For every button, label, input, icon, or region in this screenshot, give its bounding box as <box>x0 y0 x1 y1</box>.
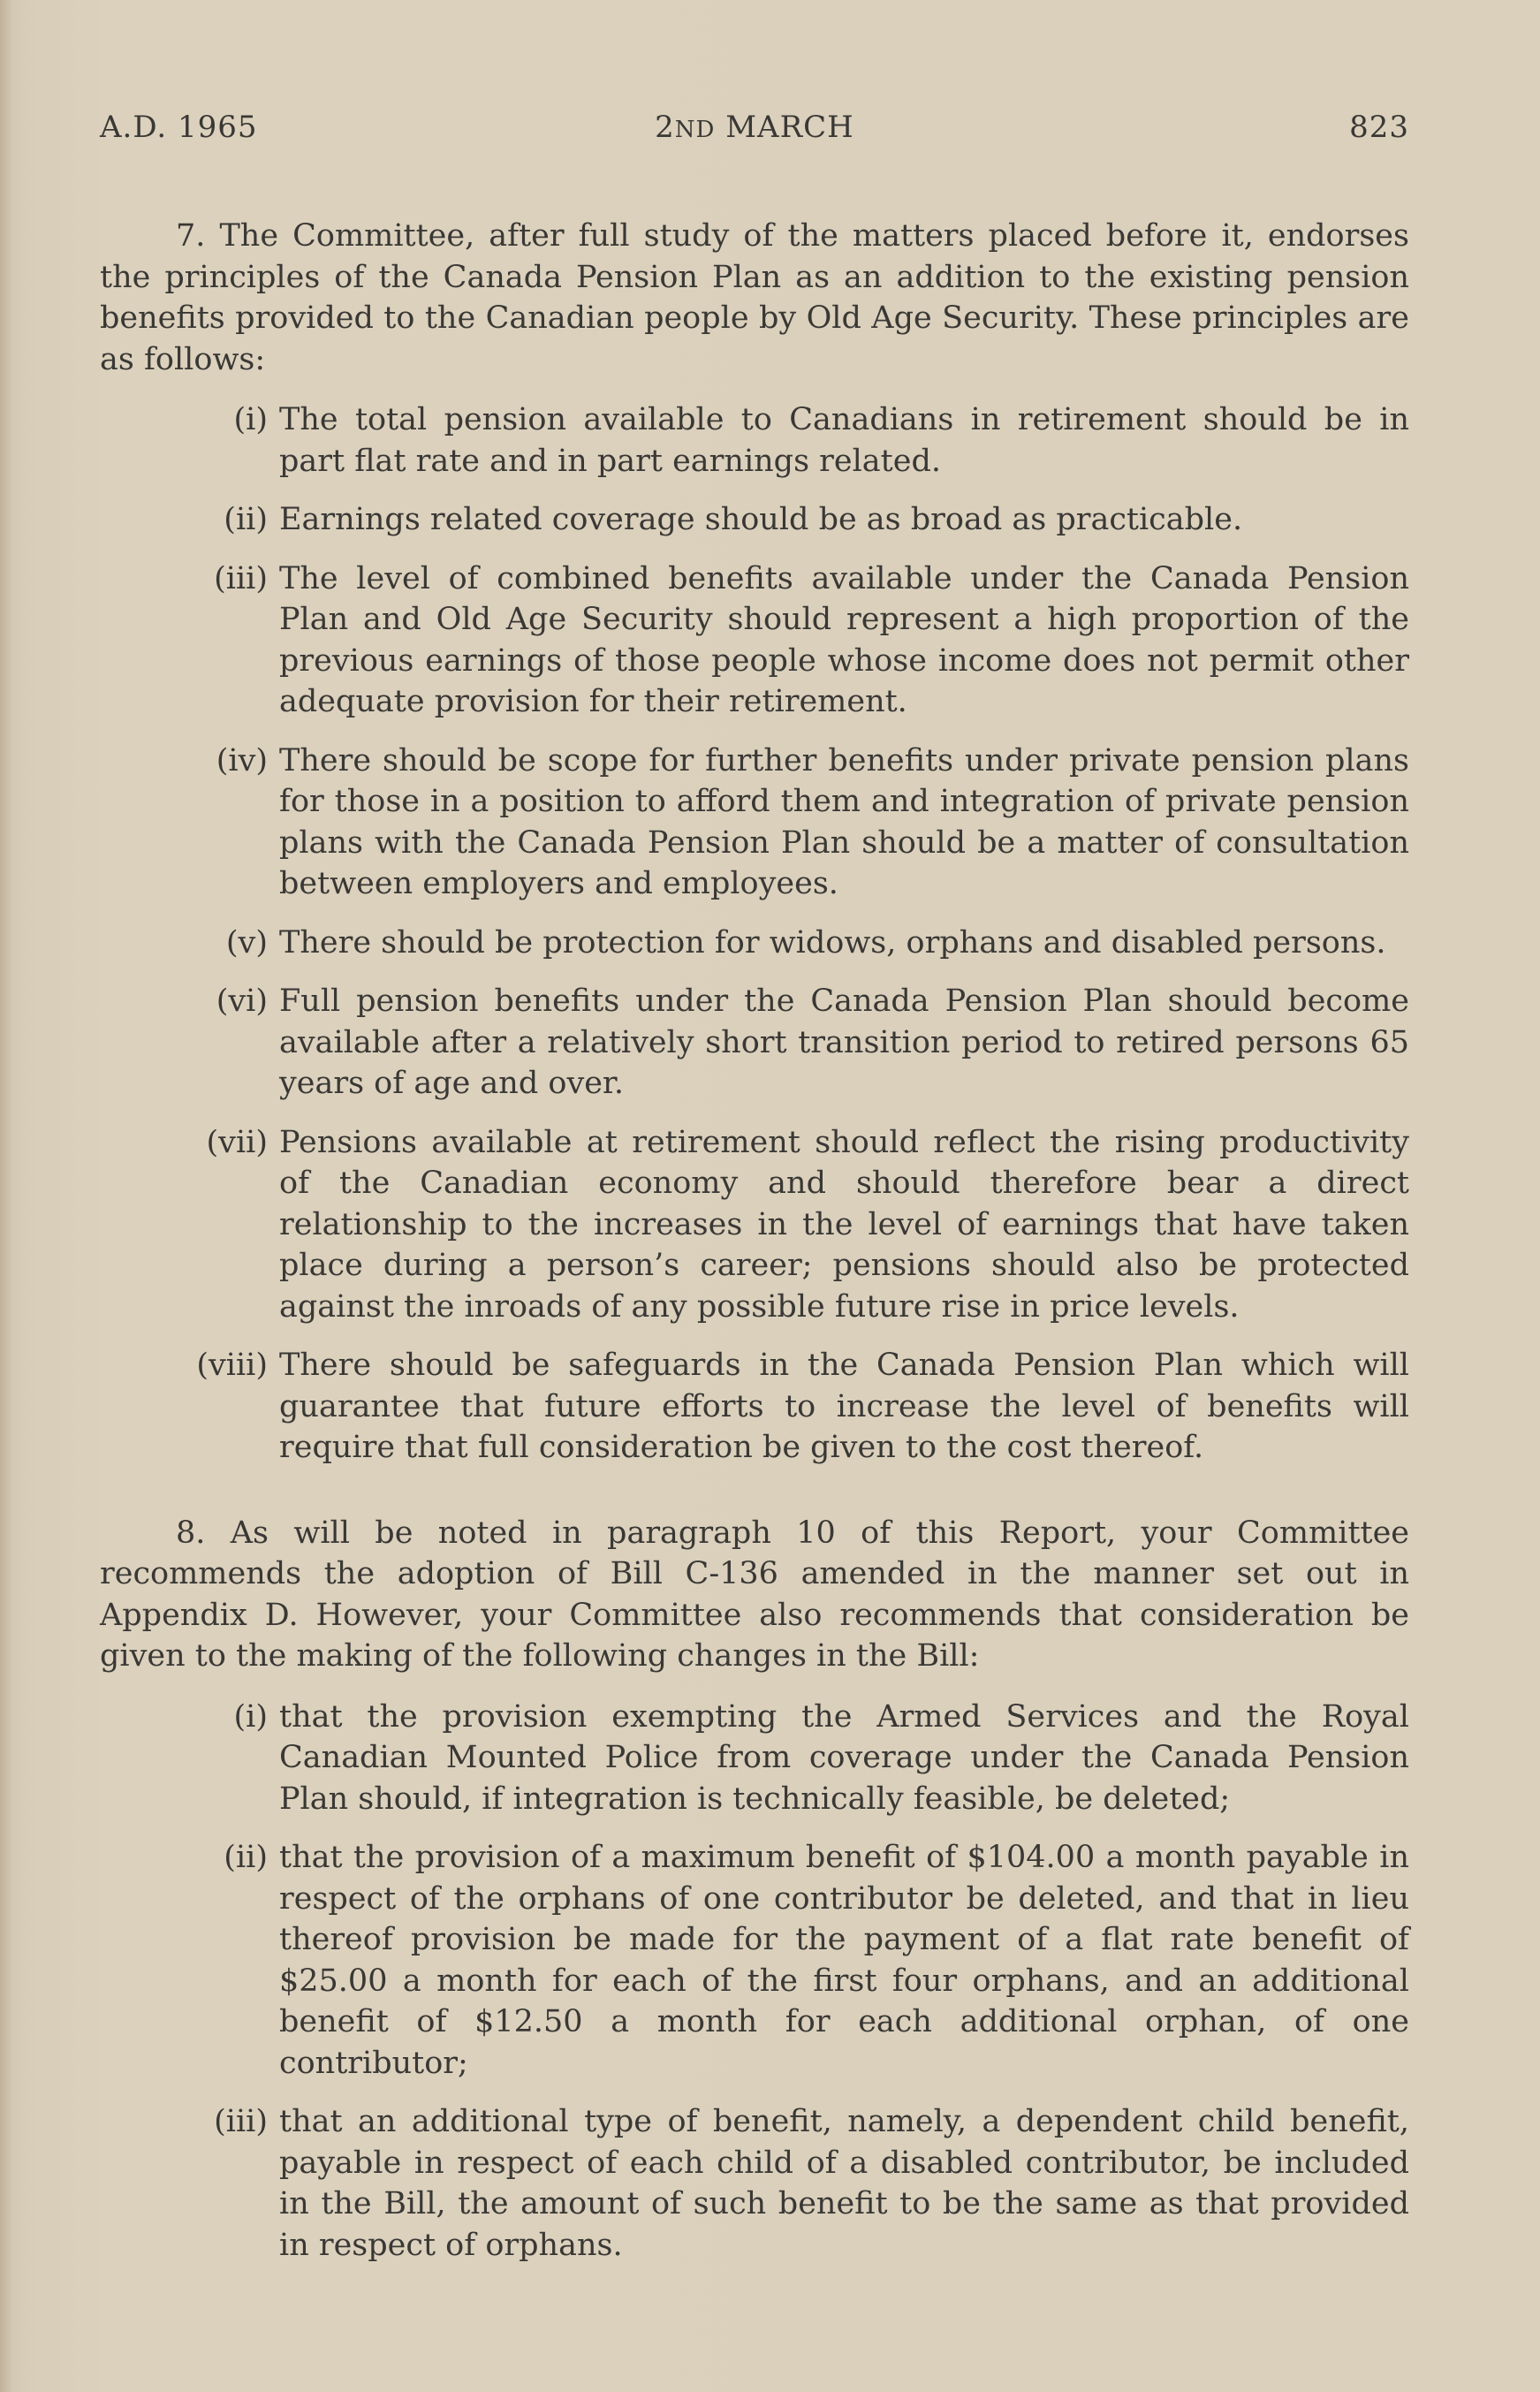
list-item-text: that an additional type of benefit, namely, a dependent child benefit, payable in respect of each child of a disabled contributor, be included in the Bill, the amount of such benefit to be the same as that provided in respect of orphans. <box>279 2104 1409 2263</box>
list-item-text: There should be protection for widows, orphans and disabled persons. <box>279 924 1386 961</box>
list-item <box>100 1697 1409 1820</box>
paragraph-7-principles-list <box>100 399 1409 1469</box>
list-item-text: There should be safeguards in the Canada Pension Plan which will guarantee that future efforts to increase the level of benefits will require that full consideration be given to the cost thereof. <box>279 1348 1409 1465</box>
header-date <box>100 110 1409 145</box>
list-item-number: (ii) <box>224 502 268 537</box>
list-item <box>100 499 1409 541</box>
header-date-month: MARCH <box>715 110 854 145</box>
list-item-number: (ii) <box>224 1840 268 1875</box>
list-item-number: (viii) <box>196 1348 268 1383</box>
header-date-suffix: ND <box>674 117 716 143</box>
list-item-number: (iv) <box>216 742 268 778</box>
list-item <box>100 740 1409 905</box>
list-item <box>100 399 1409 482</box>
list-item-number: (i) <box>233 1698 268 1735</box>
list-item-number: (v) <box>225 924 268 961</box>
paragraph-7-intro: 7. The Committee, after full study of the matters placed before it, endorses the principles of the Canada Pension Plan as an addition to the existing pension benefits provided to the Canadian people by Old Age Security. These principles are as follows: <box>100 218 1409 377</box>
list-item-number: (i) <box>233 402 268 437</box>
running-header <box>100 110 1409 154</box>
paragraph-8-intro: 8. As will be noted in paragraph 10 of this Report, your Committee recommends the adoption of Bill C-136 amended in the manner set out in Appendix D. However, your Committee also recommends that consideration be given to the making of the following changes in the Bill: <box>100 1515 1409 1674</box>
page-spine-shadow <box>0 0 12 2392</box>
list-item-text: Pensions available at retirement should reflect the rising productivity of the Canadian economy and should therefore bear a direct relationship to the increases in the level of earnings that have taken place during a person’s career; pensions should also be protected against the inroads of any possible future rise in price levels. <box>279 1124 1409 1325</box>
header-year: A.D. 1965 <box>100 110 258 145</box>
list-item-text: that the provision of a maximum benefit of $104.00 a month payable in respect of the orphans of one contributor be deleted, and that in lieu thereof provision be made for the payment of a flat rate benefit of $25.00 a month for each of the first four orphans, and an additional benefit of $12.50 a month for each additional orphan, of one contributor; <box>279 1840 1409 2081</box>
list-item <box>100 1122 1409 1328</box>
paragraph-8-changes-list <box>100 1697 1409 2267</box>
list-item <box>100 2101 1409 2266</box>
list-item-number: (vii) <box>206 1124 268 1160</box>
list-item <box>100 1345 1409 1469</box>
list-item-text: There should be scope for further benefits under private pension plans for those in a position to afford them and integration of private pension plans with the Canada Pension Plan should be a matter of consultation between employers and employees. <box>279 742 1409 901</box>
page-body <box>100 216 1409 2283</box>
list-item-text: The total pension available to Canadians in retirement should be in part flat rate and in part earnings related. <box>279 402 1409 479</box>
list-item <box>100 923 1409 964</box>
list-item-text: Full pension benefits under the Canada Pension Plan should become available after a relatively short transition period to retired persons 65 years of age and over. <box>279 983 1409 1101</box>
list-item-number: (iii) <box>214 560 268 596</box>
page-number: 823 <box>1349 110 1409 145</box>
list-item <box>100 981 1409 1105</box>
list-item <box>100 558 1409 723</box>
list-item-text: Earnings related coverage should be as broad as practicable. <box>279 502 1243 537</box>
list-item-text: The level of combined benefits available under the Canada Pension Plan and Old Age Security should represent a high proportion of the previous earnings of those people whose income does not permit other adequate provision for their retirement. <box>279 560 1409 719</box>
list-item <box>100 1837 1409 2084</box>
header-date-day: 2 <box>655 110 675 145</box>
list-item-text: that the provision exempting the Armed Services and the Royal Canadian Mounted Police from coverage under the Canada Pension Plan should, if integration is technically feasible, be deleted; <box>279 1698 1409 1817</box>
list-item-number: (vi) <box>216 983 268 1019</box>
list-item-number: (iii) <box>214 2104 268 2139</box>
